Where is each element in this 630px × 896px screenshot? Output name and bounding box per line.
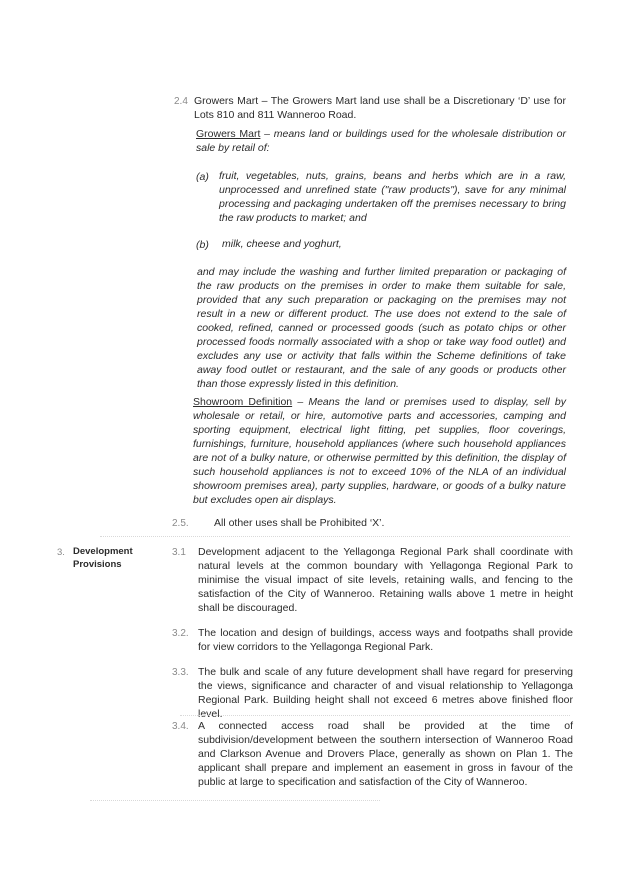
faint-divider	[90, 800, 380, 801]
clause-number-2-4: 2.4	[174, 96, 188, 107]
showroom-definition-text: – Means the land or premises used to display, sell by wholesale or retail, or hire, automotive parts and accessories, camping and sporting equipment, electrical light fitting, pet supplies, floor coverings, furnishings, furniture, household appliances (where such household appliances are not of a bulky nature, or otherwise permitted by this definition, the display of such household appliances is not to exceed 10% of the NLA of an individual showroom premises area), party supplies, hardware, or goods of a bulky nature but excludes open air displays.	[193, 396, 566, 506]
clause-2-4-intro: Growers Mart – The Growers Mart land use shall be a Discretionary ‘D’ use for Lots 810 and 811 Wanneroo Road.	[194, 95, 566, 121]
item-a-label: (a)	[196, 171, 209, 183]
clause-number-3-2: 3.2.	[172, 628, 189, 639]
faint-divider	[180, 715, 570, 716]
clause-number-3-3: 3.3.	[172, 667, 189, 678]
section-heading-development-provisions: Development Provisions	[73, 546, 133, 570]
showroom-term: Showroom Definition	[193, 396, 293, 408]
growers-mart-term: Growers Mart	[196, 128, 261, 140]
clause-2-5-text: All other uses shall be Prohibited ‘X’.	[214, 517, 385, 529]
growers-mart-tail: and may include the washing and further limited preparation or packaging of the raw products on the premises in order to make them suitable for sale, provided that any such preparation or packaging on the premises may not result in a new or different product. The use does not extend to the sale of cooked, refined, canned or processed goods (such as potato chips or other processed foods normally associated with a shop or take way food outlet) and excludes any use or activity that falls within the Scheme definitions of take away food outlet or restaurant, and the sale of any goods or products other than those expressly listed in this definition.	[197, 266, 566, 390]
clause-3-2-text: The location and design of buildings, access ways and footpaths shall provide for view corridors to the Yellagonga Regional Park.	[198, 627, 573, 653]
faint-divider	[100, 536, 570, 537]
showroom-definition	[193, 395, 566, 507]
item-b-label: (b)	[196, 239, 209, 251]
clause-number-3-1: 3.1	[172, 547, 186, 558]
section-number-3: 3.	[57, 547, 65, 558]
clause-number-2-5: 2.5.	[172, 518, 189, 529]
clause-3-4-text: A connected access road shall be provided at the time of subdivision/development between the southern intersection of Wanneroo Road and Clarkson Avenue and Drovers Place, generally as shown on Plan 1. The applicant shall prepare and implement an easement in gross in favour of the public at large to specification and satisfaction of the City of Wanneroo.	[198, 720, 573, 788]
item-a-text: fruit, vegetables, nuts, grains, beans and herbs which are in a raw, unprocessed and unrefined state ("raw products"), save for any minimal processing and packaging undertaken off the premises necessary to bring the raw products to market; and	[219, 170, 566, 224]
clause-3-3-text: The bulk and scale of any future development shall have regard for preserving the views, significance and character of and visual relationship to Yellagonga Regional Park. Building height shall not exceed 6 metres above finished floor level.	[198, 666, 573, 720]
clause-3-1-text: Development adjacent to the Yellagonga Regional Park shall coordinate with natural levels at the common boundary with Yellagonga Regional Park to minimise the visual impact of site levels, retaining walls, and fencing to the satisfaction of the City of Wanneroo. Retaining walls above 1 metre in height shall be discouraged.	[198, 546, 573, 614]
growers-mart-definition-text: – means land or buildings used for the wholesale distribution or sale by retail of:	[196, 128, 566, 154]
item-b-text: milk, cheese and yoghurt,	[222, 238, 342, 250]
clause-number-3-4: 3.4.	[172, 721, 189, 732]
growers-mart-definition	[196, 127, 566, 155]
